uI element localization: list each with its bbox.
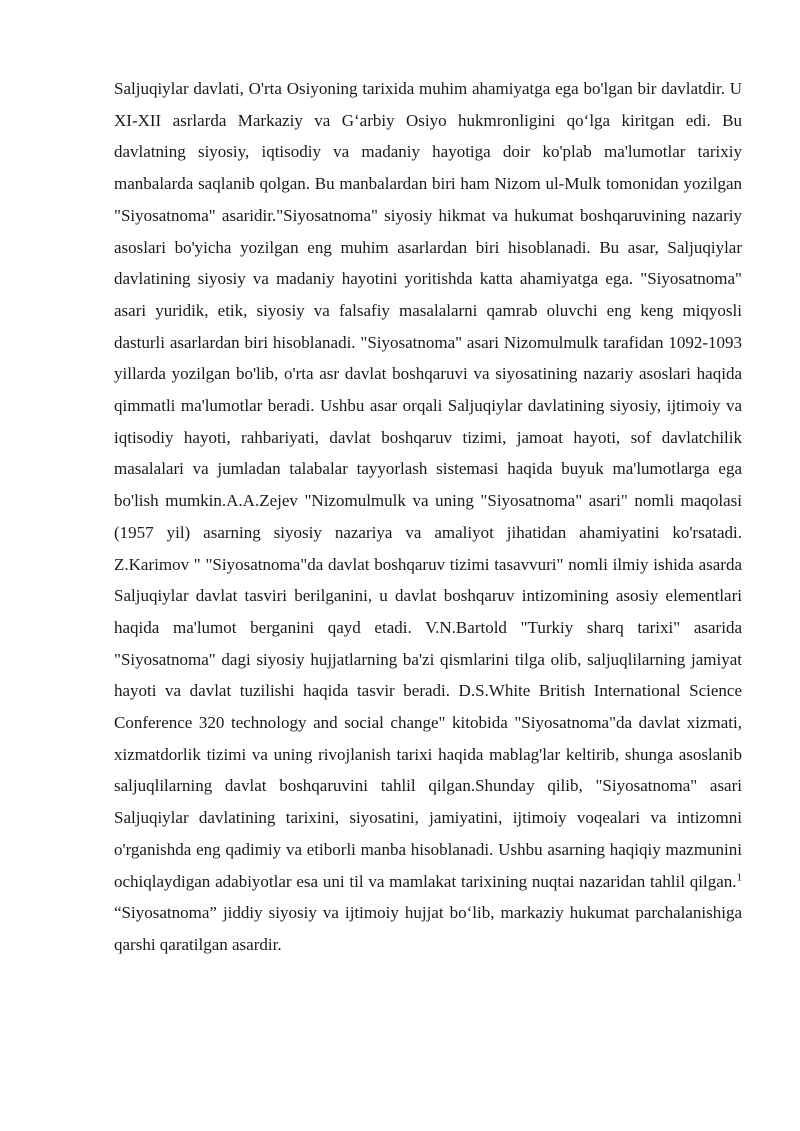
body-paragraph <box>114 73 742 961</box>
paragraph-text-continued: “Siyosatnoma” jiddiy siyosiy va ijtimoiy hujjat bo‘lib, markaziy hukumat parchalanishiga qarshi qaratilgan asardir. <box>114 903 742 954</box>
footnote-reference[interactable]: 1 <box>736 870 742 883</box>
paragraph-text-main: Saljuqiylar davlati, O'rta Osiyoning tarixida muhim ahamiyatga ega bo'lgan bir davlatdir. U XI-XII asrlarda Markaziy va G‘arbiy Osiyo hukmronligini qo‘lga kiritgan edi. Bu davlatning siyosiy, iqtisodiy va madaniy hayotiga doir ko'plab ma'lumotlar tarixiy manbalarda saqlanib qolgan. Bu manbalardan biri ham Nizom ul-Mulk tomonidan yozilgan "Siyosatnoma" asaridir."Siyosatnoma" siyosiy hikmat va hukumat boshqaruvining nazariy asoslari bo'yicha yozilgan eng muhim asarlardan biri hisoblanadi. Bu asar, Saljuqiylar davlatining siyosiy va madaniy hayotini yoritishda katta ahamiyatga ega. "Siyosatnoma" asari yuridik, etik, siyosiy va falsafiy masalalarni qamrab oluvchi eng keng miqyosli dasturli asarlardan biri hisoblanadi. "Siyosatnoma" asari Nizomulmulk tarafidan 1092-1093 yillarda yozilgan bo'lib, o'rta asr davlat boshqaruvi va siyosatining nazariy asoslari haqida qimmatli ma'lumotlar beradi. Ushbu asar orqali Saljuqiylar davlatining siyosiy, ijtimoiy va iqtisodiy hayoti, rahbariyati, davlat boshqaruv tizimi, jamoat hayoti, sof davlatchilik masalalari va jumladan talabalar tayyorlash sistemasi haqida buyuk ma'lumotlarga ega bo'lish mumkin.A.A.Zejev "Nizomulmulk va uning "Siyosatnoma" asari" nomli maqolasi (1957 yil) asarning siyosiy nazariya va amaliyot jihatidan ahamiyatini ko'rsatadi. Z.Karimov " "Siyosatnoma"da davlat boshqaruv tizimi tasavvuri" nomli ilmiy ishida asarda Saljuqiylar davlat tasviri berilganini, u davlat boshqaruv intizomining asosiy elementlari haqida ma'lumot berganini qayd etadi. V.N.Bartold "Turkiy sharq tarixi" asarida "Siyosatnoma" dagi siyosiy hujjatlarning ba'zi qismlarini tilga olib, saljuqlilarning jamiyat hayoti va davlat tuzilishi haqida tasvir beradi. D.S.White British International Science Conference 320 technology and social change" kitobida "Siyosatnoma"da davlat xizmati, xizmatdorlik tizimi va uning rivojlanish tarixi haqida mablag'lar keltirib, shunga asoslanib saljuqlilarning davlat boshqaruvini tahlil qilgan.Shunday qilib, "Siyosatnoma" asari Saljuqiylar davlatining tarixini, siyosatini, jamiyatini, ijtimoiy voqealari va intizomni o'rganishda eng qadimiy va etiborli manba hisoblanadi. Ushbu asarning haqiqiy mazmunini ochiqlaydigan adabiyotlar esa uni til va mamlakat tarixining nuqtai nazaridan tahlil qilgan. <box>114 79 742 891</box>
